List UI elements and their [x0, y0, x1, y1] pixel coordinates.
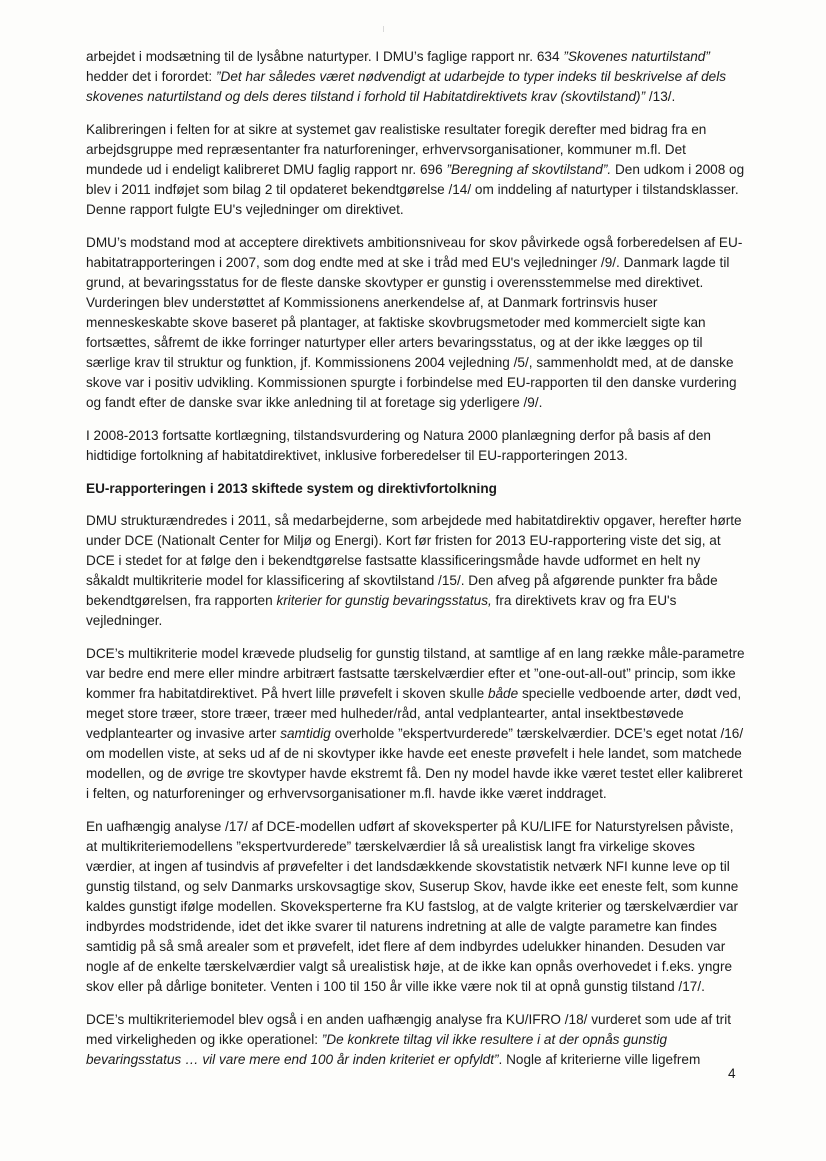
text-run: arbejdet i modsætning til de lysåbne naturtyper. I DMU’s faglige rapport nr. 634: [86, 49, 564, 64]
text-run: hedder det i forordet:: [86, 69, 216, 84]
italic-text: kriterier for gunstig bevaringsstatus,: [276, 593, 492, 608]
text-run: DCE’s multikriteriemodel blev også i en anden uafhængig analyse fra KU/IFRO /18/ vurderet som ude af trit med virkeligheden og ikke operationel:: [86, 1012, 732, 1047]
text-run: Den udkom i 2008 og blev i 2011 indføjet som bilag 2 til opdateret bekendtgørelse /14/ om inddeling af naturtyper i tilstandsklasser. Denne rapport fulgte EU's vejledninger om direktivet.: [86, 162, 745, 217]
paragraph-p8: [86, 1010, 746, 1070]
paragraph-p1: [86, 47, 746, 107]
text-run: /13/.: [645, 89, 676, 104]
paragraph-p6: [86, 644, 746, 804]
paragraph-p2: [86, 120, 746, 220]
italic-text: ”Beregning af skovtilstand”.: [446, 162, 612, 177]
page-number: 4: [728, 1066, 736, 1081]
text-run: I 2008-2013 fortsatte kortlægning, tilstandsvurdering og Natura 2000 planlægning derfor på basis af den hidtidige fortolkning af habitatdirektivet, inklusive forberedelser til EU-rapporteringen 2013.: [86, 428, 711, 463]
paragraph-p7: [86, 817, 746, 997]
text-run: En uafhængig analyse /17/ af DCE-modellen udført af skoveksperter på KU/LIFE for Naturstyrelsen påviste, at multikriteriemodellens ”ekspertvurderede” tærskelværdier lå så urealistisk langt fra virkelige skoves værdier, at ingen af tusindvis af prøvefelter i det landsdækkende skovstatistik netværk NFI kunne leve op til gunstig tilstand, og selv Danmarks urskovsagtige skov, Suserup Skov, havde ikke eet eneste felt, som kunne kaldes gunstigt ifølge modellen. Skoveksperterne fra KU fastslog, at de valgte kriterier og tærskelværdier var indbyrdes modstridende, idet det ikke svarer til naturens indretning at alle de valgte parametre kan findes samtidig på så små arealer som et prøvefelt, idet flere af dem indbyrdes udelukker hinanden. Desuden var nogle af de enkelte tærskelværdier valgt så urealistisk høje, at de ikke kan opnås overhovedet i f.eks. yngre skov eller på dårlige boniteter. Venten i 100 til 150 år ville ikke være nok til at opnå gunstig tilstand /17/.: [86, 819, 739, 994]
paragraph-p3: [86, 233, 746, 413]
paragraph-group-before-heading: [86, 47, 746, 466]
italic-text: både: [487, 686, 519, 701]
text-run: Kalibreringen i felten for at sikre at systemet gav realistiske resultater foregik derefter med bidrag fra en arbejdsgruppe med repræsentanter fra naturforeninger, erhvervsorganisationer, kommuner m.fl. Det mundede ud i endeligt kalibreret DMU faglig rapport nr. 696: [86, 122, 707, 177]
paragraph-group-after-heading: [86, 511, 746, 1070]
text-run: DMU’s modstand mod at acceptere direktivets ambitionsniveau for skov påvirkede også forberedelsen af EU-habitatrapporteringen i 2007, som dog endte med at ske i tråd med EU's vejledninger /9/. Danmark lagde til grund, at bevaringsstatus for de fleste danske skovtyper er gunstig i overensstemmelse med direktivet. Vurderingen blev understøttet af Kommissionens anerkendelse af, at Danmark fortrinsvis huser menneskeskabte skove baseret på plantager, at faktiske skovbrugsmetoder med kommercielt sigte kan fortsættes, såfremt de ikke forringer naturtyper eller arters bevaringsstatus, og at der ikke lægges op til særlige krav til struktur og funktion, jf. Kommissionens 2004 vejledning /5/, sammenholdt med, at de danske skove var i positiv udvikling. Kommissionen spurgte i forbindelse med EU-rapporten til den danske vurdering og fandt efter de danske svar ikke anledning til at foretage sig yderligere /9/.: [86, 235, 743, 410]
text-run: overholde ”ekspertvurderede” tærskelværdier. DCE’s eget notat /16/ om modellen viste, at seks ud af de ni skovtyper ikke havde eet eneste prøvefelt i hele landet, som matchede modellen, og de øvrige tre skovtyper havde ekstremt få. Den ny model havde ikke været testet eller kalibreret i felten, og naturforeninger og erhvervsorganisationer m.fl. havde ikke været inddraget.: [86, 726, 744, 801]
text-run: DCE’s multikriterie model krævede pludselig for gunstig tilstand, at samtlige af en lang række måle-parametre var bedre end mere eller mindre arbitrært fastsatte tærskelværdier efter et ”one-out-all-out” princip, som ikke kommer fra habitatdirektivet. På hvert lille prøvefelt i skoven skulle: [86, 646, 745, 701]
italic-text: ”Skovenes naturtilstand”: [563, 49, 710, 64]
paragraph-p4: [86, 426, 746, 466]
paragraph-p5: [86, 511, 746, 631]
italic-text: ”De konkrete tiltag vil ikke resultere i at der opnås gunstig bevaringsstatus … vil vare mere end 100 år inden kriteriet er opfyldt”: [86, 1032, 668, 1067]
text-run: specielle vedboende arter, dødt ved, meget store træer, store træer, træer med hulheder/råd, antal vedplantearter, antal insektbestøvede vedplantearter og invasive arter: [86, 686, 742, 741]
section-heading: EU-rapporteringen i 2013 skiftede system og direktivfortolkning: [86, 481, 497, 496]
text-run: fra direktivets krav og fra EU's vejledninger.: [86, 593, 677, 628]
page-body: [86, 47, 746, 1083]
italic-text: samtidig: [280, 726, 331, 741]
text-run: DMU strukturændredes i 2011, så medarbejderne, som arbejdede med habitatdirektiv opgaver, herefter hørte under DCE (Nationalt Center for Miljø og Energi). Kort før fristen for 2013 EU-rapportering viste det sig, at DCE i stedet for at følge den i bekendtgørelse fastsatte klassificeringsmåde havde udformet en helt ny såkaldt multikriterie model for klassificering af skovtilstand /15/. Den afveg på afgørende punkter fra både bekendtgørelsen, fra rapporten: [86, 513, 742, 608]
italic-text: ”Det har således været nødvendigt at udarbejde to typer indeks til beskrivelse af dels skovenes naturtilstand og dels deres tilstand i forhold til Habitatdirektivets krav (skovtilstand)”: [86, 69, 727, 104]
scan-mark: [383, 26, 384, 32]
text-run: . Nogle af kriterierne ville ligefrem: [498, 1052, 701, 1067]
